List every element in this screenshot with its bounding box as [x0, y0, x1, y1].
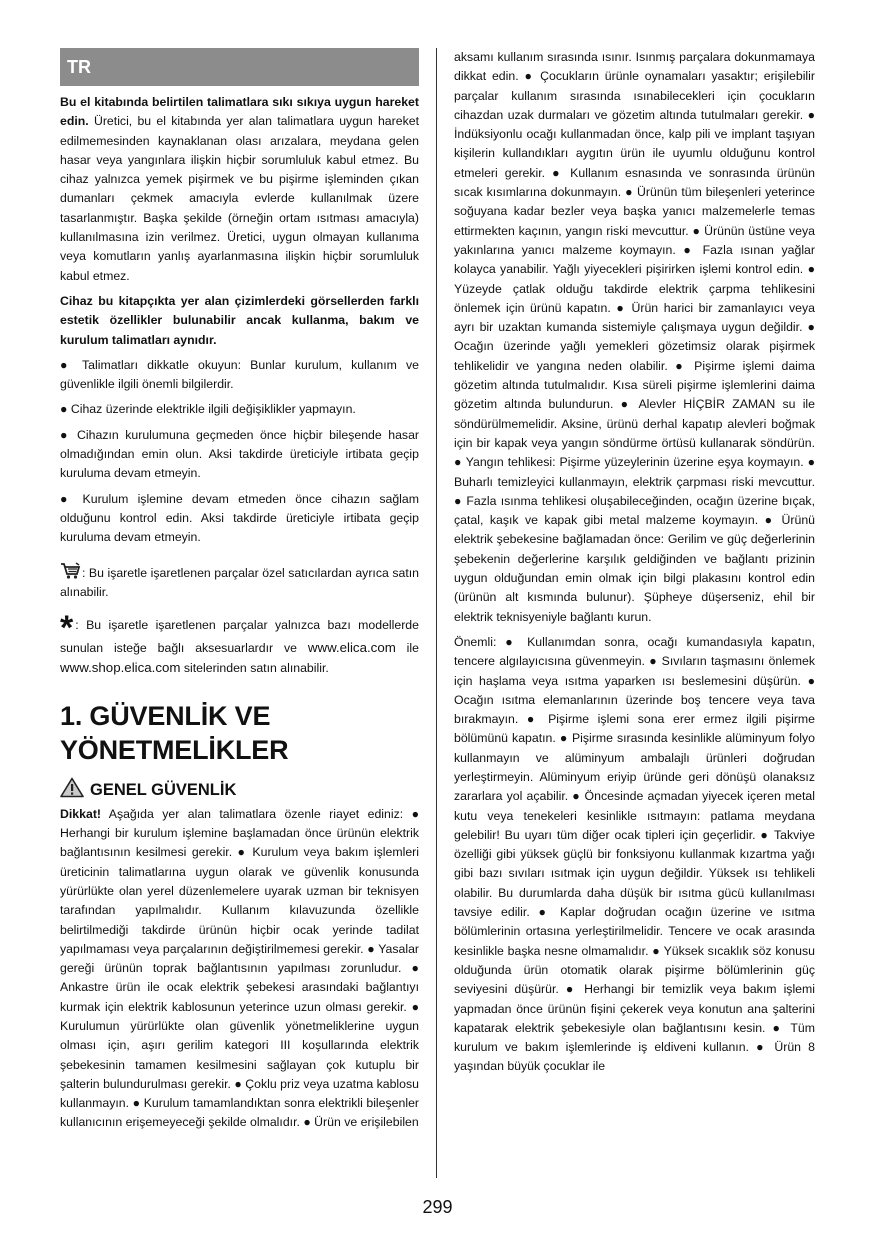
left-column: [60, 48, 419, 1139]
language-banner: [60, 48, 419, 86]
drawings-note-bold: Cihaz bu kitapçıkta yer alan çizimlerdeki görsellerden farklı estetik özellikler bulunabilir ancak kullanma, bakım ve kurulum talimatları aynıdır.: [60, 293, 419, 347]
bullet-no-modifications: ● Cihaz üzerinde elektrikle ilgili değişiklikler yapmayın.: [60, 402, 356, 417]
bullet-check-damage: ● Cihazın kurulumuna geçmeden önce hiçbir bileşende hasar olmadığından emin olun. Aksi takdirde üreticiyle irtibata geçip kuruluma devam etmeyin.: [60, 427, 419, 481]
intro-paragraph: [60, 93, 419, 286]
language-label: TR: [67, 57, 91, 77]
cart-note: [60, 562, 419, 603]
elica-url: www.elica.com: [307, 640, 396, 656]
subsection-title: [60, 777, 419, 801]
safety-paragraph-continued: aksamı kullanım sırasında ısınır. Isınmış parçalara dokunmamaya dikkat edin. ● Çocukların ürünle oynamaları yasaktır; erişilebilir parçalar kullanım sırasında ısınabilecekleri için çocukların cihazdan uzak durmaları ve gözetim altında tutulmaları gerekir. ● İndüksiyonlu ocağı kullanmadan önce, kalp pili ve implant taşıyan kişilerin kullandıkları aygıtın ürün ile uyumlu olduğunu kontrol etmeleri gerekir. ● Kullanım esnasında ve sonrasında ürünün sıcak kısımlarına dokunmayın. ● Ürünün tüm bileşenleri yeterince soğuyana kadar bezler veya başka yanıcı malzemelerle temas ettirmekten kaçının, yangın riski mevcuttur. ● Ürünün üstüne veya yakınlarına yanıcı malzeme koymayın. ● Fazla ısınan yağlar kolayca yanabilir. Yağlı yiyecekleri pişirirken işlemi kontrol edin. ● Yüzeyde çatlak olduğu takdirde elektrik çarpma tehlikesini önlemek için ürünü kapatın. ● Ürün harici bir zamanlayıcı veya ayrı bir uzaktan kumanda sistemiyle çalışmaya uygun değildir. ● Ocağın üzerinde yağlı yemekleri gözetimsiz olarak pişirmek tehlikelidir ve yangına neden olabilir. ● Pişirme işlemi daima gözetim altında tutulmalıdır. Kısa süreli pişirme işlemlerini daima gözetim altında bulundurun. ● Alevler HİÇBİR ZAMAN su ile söndürülmemelidir. Aksine, ürünü derhal kapatıp alevleri boğmak için bir kapak veya yangın söndürme örtüsü kullanarak söndürün. ● Yangın tehlikesi: Pişirme yüzeylerinin üzerine eşya koymayın. ● Buharlı temizleyici kullanmayın, elektrik çarpması riski mevcuttur. ● Fazla ısınma tehlikesi oluşabileceğinden, ocağın üzerine bıçak, çatal, kaşık ve kapak gibi metal malzeme koymayın. ● Ürünü elektrik şebekesine bağlamadan önce: Gerilim ve güç değerlerinin şebekenin değerlerine karşılık geldiğinden ve bağlantı prizinin uygun olduğundan emin olmak için bilgi plakasını kontrol edin (ürünün alt kısmında bulunur). Şüpheye düşerseniz, ehil bir elektrik teknisyeniyle bağlantı kurun.: [454, 50, 815, 624]
page-number: 299: [422, 1197, 453, 1217]
warning-triangle-icon: [60, 777, 84, 798]
asterisk-note-text-b: ile: [395, 641, 419, 656]
asterisk-note-text-c: sitelerinden satın alınabilir.: [180, 661, 329, 676]
subsection-title-text: GENEL GÜVENLİK: [90, 780, 237, 799]
section-title-line2: YÖNETMELİKLER: [60, 734, 289, 765]
right-column: [454, 48, 815, 1083]
intro-text: Üretici, bu el kitabında yer alan talimatlara uygun hareket edilmemesinden kaynaklanan olası arızalara, meydana gelen hasar veya yangınlara ilişkin hiçbir sorumluluk kabul etmez. Bu cihaz yalnızca yemek pişirmek ve bu pişirme işleminden çıkan dumanları çekmek amacıyla evlerde kullanılmak üzere tasarlanmıştır. Başka şekilde (örneğin ortam ısıtması amacıyla) kullanılmasına izin verilmez. Üretici, uygun olmayan kullanıma veya komutların yanlış ayarlanmasına ilişkin hiçbir sorumluluk kabul etmez.: [60, 114, 419, 283]
bullet-check-integrity: ● Kurulum işlemine devam etmeden önce cihazın sağlam olduğunu kontrol edin. Aksi takdirde üreticiyle irtibata geçip kuruluma devam etmeyin.: [60, 491, 419, 545]
section-title: [60, 699, 419, 767]
section-title-line1: 1. GÜVENLİK VE: [60, 700, 271, 731]
cart-note-text: : Bu işaretle işaretlenen parçalar özel satıcılardan ayrıca satın alınabilir.: [60, 565, 419, 599]
dikkat-paragraph: [60, 805, 419, 1133]
dikkat-text: Aşağıda yer alan talimatlara özenle riayet ediniz: ● Herhangi bir kurulum işlemine başlamadan önce ürünün elektrik bağlantısının kesilmesi gerekir. ● Kurulum veya bakım işlemleri üreticinin talimatlarına uygun olarak ve güvenlik konusunda yürürlükte olan yerel düzenlemelere uyarak uzman bir teknisyen tarafından yapılmalıdır. Kullanım kılavuzunda özellikle belirtilmediği takdirde ürünün hiçbir ocak yerinde tadilat yapılmaması veya parçalarının değiştirilmemesi gerekir. ● Yasalar gereği ürünün toprak bağlantısının yapılması zorunludur. ● Ankastre ürün ile ocak elektrik şebekesi arasındaki bağlantıyı kurmak için elektrik kablosunun yeterince uzun olması gerekir. ● Kurulumun yürürlükte olan güvenlik yönetmeliklerine uygun olması için, aşırı gerilim kategori III koşullarında elektrik şebekesinin tamamen kesilmesini sağlayan çok kutuplu bir şalterin bulundurulması gerekir. ● Çoklu priz veya uzatma kablosu kullanmayın. ● Kurulum tamamlandıktan sonra elektrikli bileşenler kullanıcının erişemeyeceği şekilde olmalıdır. ● Ürün ve erişilebilen: [60, 806, 419, 1130]
drawings-note: [60, 292, 419, 350]
column-divider: [436, 48, 437, 1178]
shopping-cart-icon: [60, 562, 82, 580]
asterisk-note-text-a: : Bu işaretle işaretlenen parçalar yalnızca bazı modellerde sunulan isteğe bağlı aksesuarlardır ve: [60, 618, 419, 656]
bullet-read-instructions: ● Talimatları dikkatle okuyun: Bunlar kurulum, kullanım ve güvenlikle ilgili önemli bilgilerdir.: [60, 357, 419, 392]
asterisk-note: [60, 609, 419, 679]
important-paragraph: Önemli: ● Kullanımdan sonra, ocağı kumandasıyla kapatın, tencere algılayıcısına güvenmeyin. ● Sıvıların taşmasını önlemek için haşlama veya ısıtma yaparken ısı beslemesini düşürün. ● Ocağın ısıtma elemanlarının üzerinde boş tencere veya tava bırakmayın. ● Pişirme işlemi sona erer ermez ilgili pişirme bölümünü kapatın. ● Pişirme sırasında kesinlikle alüminyum folyo kullanmayın ve alüminyum ambalajlı ürünleri doğrudan yerleştirmeyin. Alüminyum eriyip üründe geri dönüşü olanaksız zararlara yol açabilir. ● Öncesinde açmadan yiyecek içeren metal kutu veya tenekeleri kesinlikle ısıtmayın: patlama meydana gelebilir! Bu uyarı tüm diğer ocak tipleri için geçerlidir. ● Takviye özelliği gibi yüksek güçlü bir fonksiyonu kullanmak kızartma yağı gibi bazı sıvıları ısıtmak için uygun değildir. Yüksek ısı tehlikeli olabilir. Bu durumlarda daha düşük bir ısıtma gücü kullanılması tavsiye edilir. ● Kaplar doğrudan ocağın üzerine ve ısıtma bölümlerinin ortasına yerleştirilmelidir. Tencere ve ocak arasında kesinlikle başka nesne olmamalıdır. ● Yüksek sıcaklık söz konusu olduğunda ürün otomatik olarak pişirme bölümlerinin güç seviyesini düşürür. ● Herhangi bir temizlik veya bakım işlemi yapmadan önce ürünün fişini çekerek veya konutun ana şalterini kapatarak elektrik şebekesiyle olan bağlantısını kesin. ● Tüm kurulum ve bakım işlemlerinde iş eldiveni kullanın. ● Ürün 8 yaşından büyük çocuklar ile: [454, 634, 815, 1074]
asterisk-icon: *: [60, 609, 74, 648]
intro-bold: Bu el kitabında belirtilen talimatlara sıkı sıkıya uygun hareket edin.: [60, 95, 419, 129]
dikkat-label: Dikkat!: [60, 806, 102, 821]
elica-shop-url: www.shop.elica.com: [60, 660, 181, 676]
